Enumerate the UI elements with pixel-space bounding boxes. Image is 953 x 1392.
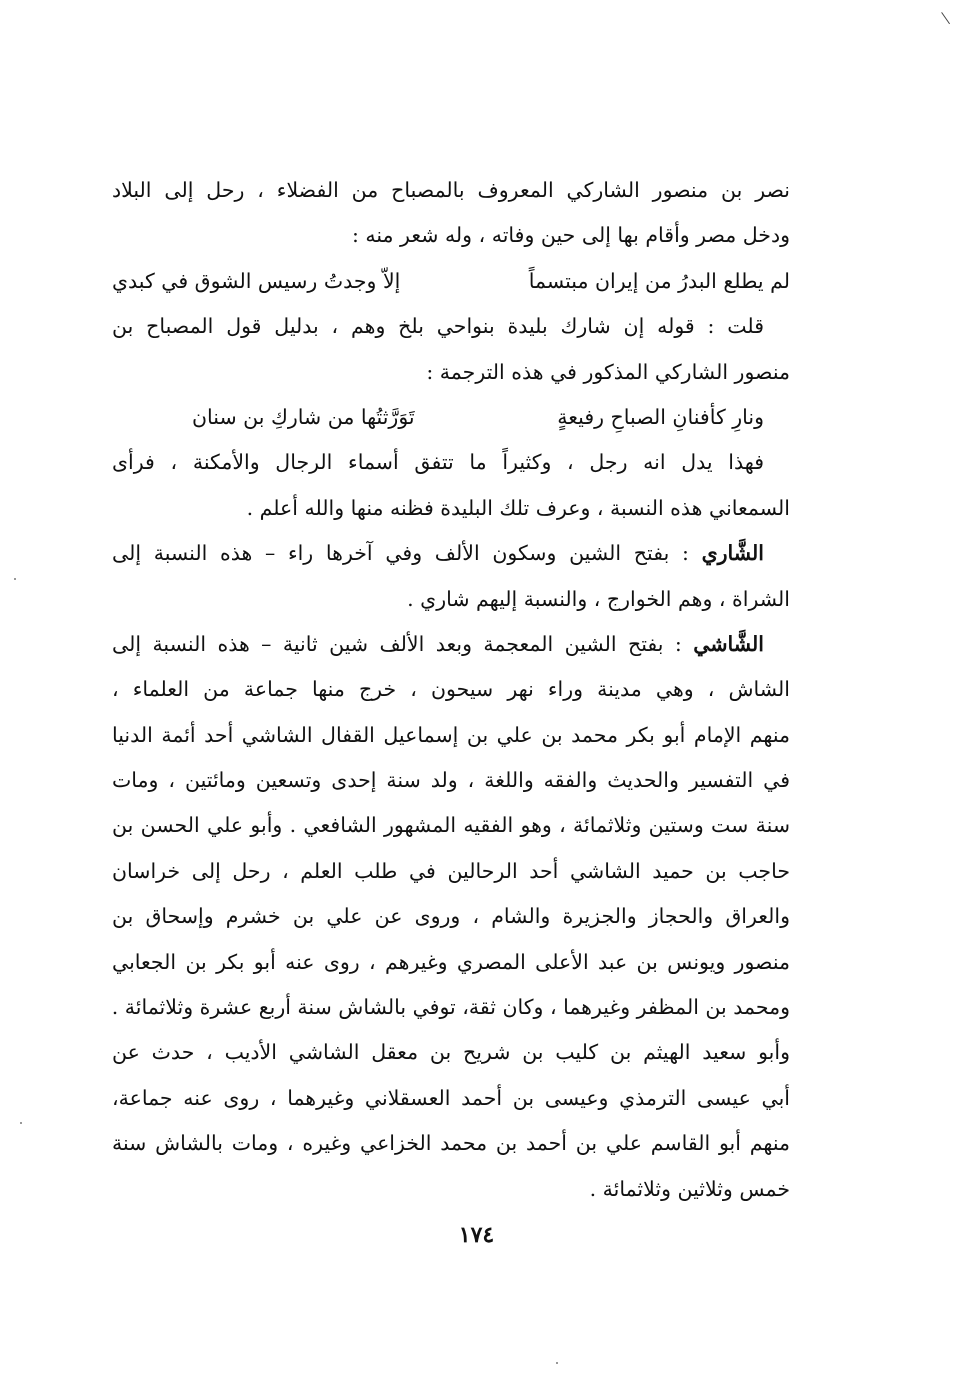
entry-definition: : بفتح الشين المعجمة وبعد الألف شين ثانية – هذه النسبة إلى [112,631,694,656]
entry-keyword: الشَّاشي [693,631,764,656]
scan-speck [556,1362,558,1364]
text-line: في التفسير والحديث والفقه واللغة ، ولد سنة إحدى وتسعين ومائتين ، ومات [112,768,790,793]
text-line: الشاش ، وهي مدينة وراء نهر سيحون ، خرج منها جماعة من العلماء ، [112,677,790,702]
poem-verse [112,259,790,304]
entry-heading-line [112,622,790,667]
text-line: نصر بن منصور الشاركي المعروف بالمصباح من الفضلاء ، رحل إلى البلاد [112,178,790,202]
text-line: خمس وثلاثين وثلاثمائة . [589,1176,790,1201]
text-line: منصور الشاركي المذكور في هذه الترجمة : [426,359,790,384]
scan-corner-mark [933,12,950,30]
text-line: حاجب بن حميد الشاشي أحد الرحالين في طلب العلم ، رحل إلى خراسان [112,858,790,883]
text-line: سنة ست وستين وثلاثمائة ، وهو الفقيه المشهور الشافعي . وأبو علي الحسن بن [112,813,790,838]
text-line: منهم أبو القاسم علي بن أحمد بن محمد الخزاعي وغيره ، ومات بالشاش سنة [112,1131,790,1156]
verse-second-hemistich: تَوَرَّثتُها من شاركِ بن سنان [192,404,415,429]
scan-speck [14,578,16,580]
entry-heading-line [112,531,790,576]
text-line: وأبو سعيد الهيثم بن كليب بن شريح بن معقل الشاشي الأديب ، حدث عن [112,1040,790,1065]
text-line: منصور ويونس بن عبد الأعلى المصري وغيرهم ، روى عنه أبو بكر بن الجعابي [112,949,790,974]
text-line: منهم الإمام أبو بكر محمد بن علي بن إسماعيل القفال الشاشي أحد أئمة الدنيا [112,722,790,747]
verse-first-hemistich: لم يطلع البدرُ من إيران مبتسماً [528,268,790,293]
entry-keyword: الشَّاري [701,541,764,566]
text-line: أبي عيسى الترمذي وعيسى بن أحمد العسقلاني وغيرهما ، روى عنه جماعة، [112,1085,790,1110]
verse-first-hemistich: ونارِ كأفنانِ الصباحِ رفيعةٍ [557,404,764,429]
entry-definition: : بفتح الشين وسكون الألف وفي آخرها راء – هذه النسبة إلى [112,541,702,566]
poem-verse [112,395,790,440]
text-line: ومحمد بن المظفر وغيرهما ، وكان ثقة، توفي بالشاش سنة أربع عشرة وثلاثمائة . [111,995,790,1020]
text-line: والعراق والحجاز والجزيرة والشام ، وروى عن علي بن خشرم وإسحاق بن [112,904,790,929]
text-line: الشراة ، وهم الخوارج ، والنسبة إليهم شاري . [407,586,790,611]
text-line: فهذا يدل انه رجل ، وكثيراً ما تتفق أسماء الرجال والأمكنة ، فرأى [112,450,764,475]
text-line: ودخل مصر وأقام بها إلى حين وفاته ، وله شعر منه : [351,223,790,248]
page-body [112,168,790,1212]
scan-speck [20,1122,22,1124]
page-number: ١٧٤ [458,1222,495,1248]
text-line: قلت : قوله إن شارك بليدة بنواحي بلخ وهم ، بدليل قول المصباح بن [112,314,764,339]
verse-second-hemistich: إلاّ وجدتُ رسيس الشوق في كبدي [112,268,401,293]
text-line: السمعاني هذه النسبة ، وعرف تلك البليدة فظنه منها والله أعلم . [246,495,790,520]
